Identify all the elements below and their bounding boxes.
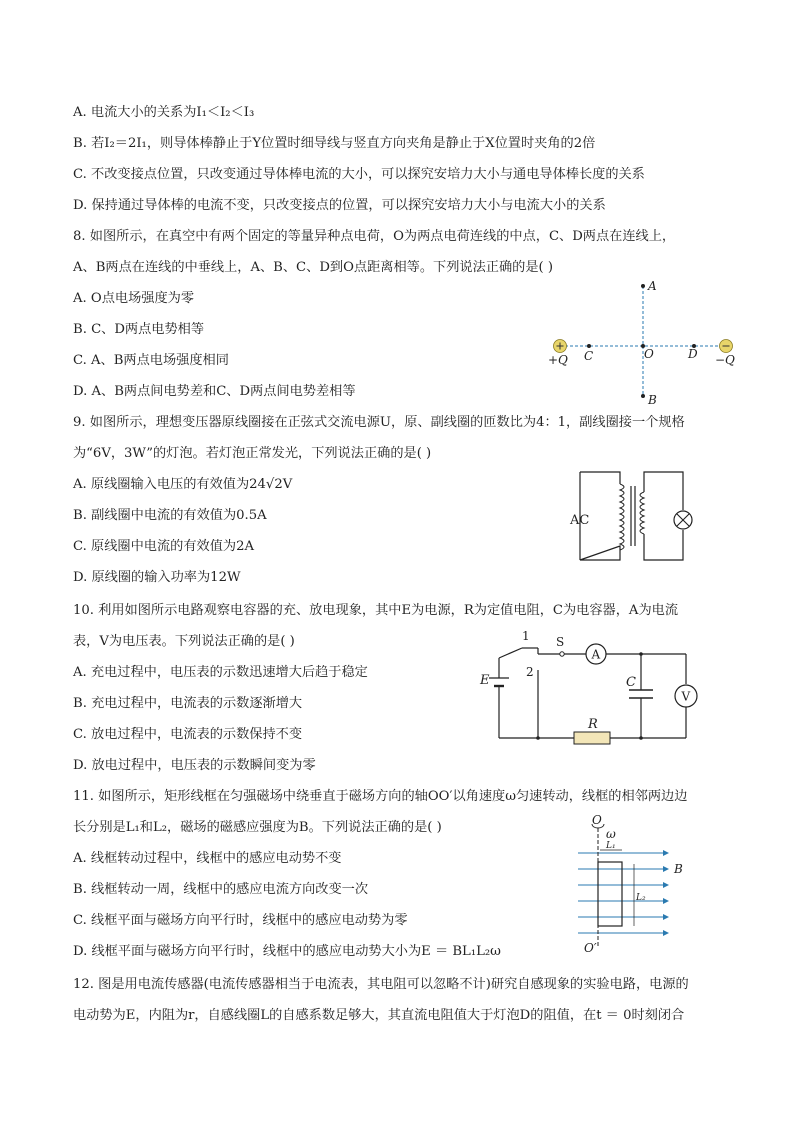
q7-option-c: C. 不改变接点位置，只改变通过导体棒电流的大小，可以探究安培力大小与通电导体棒长度的关系 — [73, 167, 645, 182]
q10-stem-line1: 10. 利用如图所示电路观察电容器的充、放电现象，其中E为电源，R为定值电阻，C为电容器，A为电流 — [73, 603, 679, 618]
q7-option-b: B. 若I₂＝2I₁，则导体棒静止于Y位置时细导线与竖直方向夹角是静止于X位置时夹角的2倍 — [73, 136, 596, 151]
q10-option-c: C. 放电过程中，电流表的示数保持不变 — [73, 727, 303, 742]
q10-stem-line2: 表，V为电压表。下列说法正确的是( ) — [73, 634, 295, 649]
q9-transformer-figure — [560, 464, 700, 574]
q11-option-a: A. 线框转动过程中，线框中的感应电动势不变 — [73, 851, 342, 866]
q10-resistor — [574, 732, 610, 744]
q11-option-b: B. 线框转动一周，线框中的感应电流方向改变一次 — [73, 882, 369, 897]
q8-option-a: A. O点电场强度为零 — [73, 291, 195, 306]
q12-stem-line2: 电动势为E，内阻为r，自感线圈L的自感系数足够大，其直流电阻值大于灯泡D的阻值，在t ＝ 0时刻闭合 — [73, 1008, 685, 1023]
q8-label-a: A — [648, 279, 657, 293]
q8-point-b — [641, 394, 645, 398]
q9-option-b: B. 副线圈中电流的有效值为0.5A — [73, 508, 267, 523]
q9-stem-line1: 9. 如图所示，理想变压器原线圈接在正弦式交流电源U，原、副线圈的匝数比为4：1，副线圈接一个规格 — [73, 415, 685, 430]
q9-option-c: C. 原线圈中电流的有效值为2A — [73, 539, 254, 554]
q8-point-c — [587, 344, 591, 348]
q8-stem-line2: A、B两点在连线的中垂线上，A、B、C、D到O点距离相等。下列说法正确的是( ) — [73, 260, 554, 275]
q10-label-1: 1 — [522, 629, 530, 643]
q11-label-omega: ω — [606, 827, 616, 841]
q11-rectangular-loop — [598, 862, 622, 926]
q11-option-d: D. 线框平面与磁场方向平行时，线框中的感应电动势大小为E ＝ BL₁L₂ω — [73, 944, 501, 959]
q8-option-c: C. A、B两点电场强度相同 — [73, 353, 229, 368]
q8-stem-line1: 8. 如图所示，在真空中有两个固定的等量异种点电荷，O为两点电荷连线的中点，C、D两点在连线上， — [73, 229, 676, 244]
q8-option-b: B. C、D两点电势相等 — [73, 322, 205, 337]
q10-label-e: E — [480, 673, 490, 688]
q11-label-l1: L₁ — [606, 841, 616, 851]
q10-label-a: A — [591, 647, 601, 662]
q10-label-r: R — [588, 717, 598, 732]
q8-option-d: D. A、B两点间电势差和C、D两点间电势差相等 — [73, 384, 356, 399]
q8-charge-figure — [540, 278, 750, 408]
q8-label-c: C — [584, 349, 594, 363]
q11-label-l2: L₂ — [636, 893, 646, 903]
q9-secondary-coil — [640, 492, 644, 534]
q12-stem-line1: 12. 图是用电流传感器(电流传感器相当于电流表，其电阻可以忽略不计)研究自感现象的实验电路，电源的 — [73, 977, 689, 992]
q11-option-c: C. 线框平面与磁场方向平行时，线框中的感应电动势为零 — [73, 913, 408, 928]
q11-stem-line2: 长分别是L₁和L₂，磁场的磁感应强度为B。下列说法正确的是( ) — [73, 820, 442, 835]
q9-label-ac: AC — [570, 513, 590, 528]
q7-option-d: D. 保持通过导体棒的电流不变，只改变接点的位置，可以探究安培力大小与电流大小的关系 — [73, 198, 606, 213]
q8-label-plus-q: +Q — [548, 353, 568, 367]
q10-option-d: D. 放电过程中，电压表的示数瞬间变为零 — [73, 758, 316, 773]
q8-point-a — [641, 284, 645, 288]
q7-option-a: A. 电流大小的关系为I₁＜I₂＜I₃ — [73, 105, 255, 120]
q11-stem-line1: 11. 如图所示，矩形线框在匀强磁场中绕垂直于磁场方向的轴OO′以角速度ω匀速转动，线框的相邻两边边 — [73, 789, 688, 804]
q9-stem-line2: 为“6V，3W”的灯泡。若灯泡正常发光，下列说法正确的是( ) — [73, 446, 432, 461]
q10-switch-s — [560, 652, 564, 656]
q8-label-o: O — [644, 347, 654, 361]
q10-capacitor-circuit-figure — [476, 626, 696, 746]
q10-option-a: A. 充电过程中，电压表的示数迅速增大后趋于稳定 — [73, 665, 368, 680]
q10-label-2: 2 — [526, 665, 534, 679]
q11-label-o-prime: O′ — [584, 941, 597, 955]
q8-label-d: D — [688, 347, 698, 361]
q10-label-c: C — [626, 675, 636, 690]
q11-label-o: O — [592, 813, 602, 827]
q9-option-d: D. 原线圈的输入功率为12W — [73, 570, 241, 585]
q9-primary-coil — [620, 484, 624, 550]
q11-rotating-loop-figure — [570, 810, 700, 960]
q10-switch-lever — [499, 648, 522, 658]
q10-option-b: B. 充电过程中，电流表的示数逐渐增大 — [73, 696, 303, 711]
q10-label-s: S — [556, 635, 565, 649]
q10-label-v: V — [681, 689, 691, 704]
q9-option-a: A. 原线圈输入电压的有效值为24√2V — [73, 477, 293, 492]
q8-label-minus-q: −Q — [715, 353, 735, 367]
q11-label-b: B — [674, 862, 683, 876]
q8-label-b: B — [648, 393, 657, 407]
